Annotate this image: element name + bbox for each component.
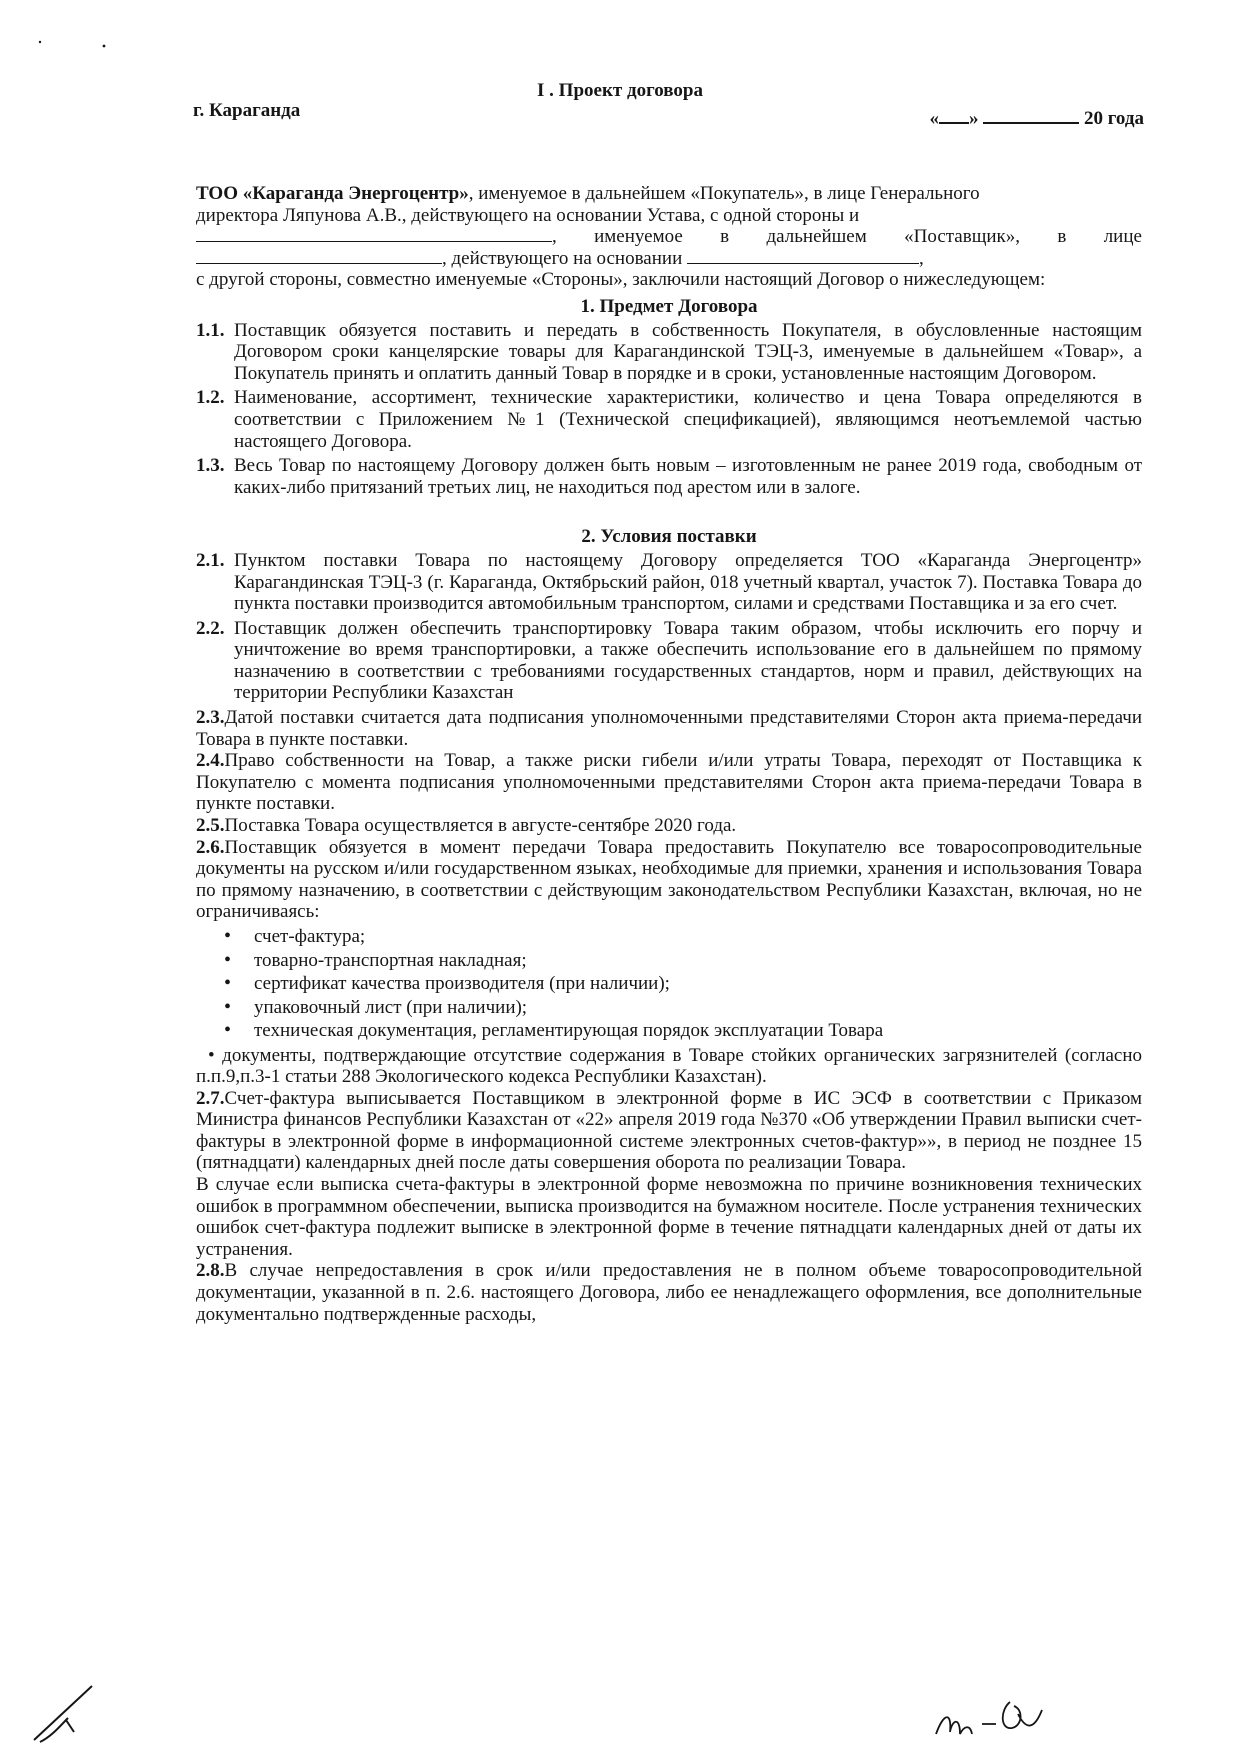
date-year: 20 года — [1084, 108, 1144, 129]
buyer-company: ТОО «Караганда Энергоцентр» — [196, 183, 469, 204]
clause-2-6: 2.6.Поставщик обязуется в момент передачи Товара предоставить Покупателю все товаросопроводительные документы на русском и/или государственном языках, необходимые для приемки, хранения и использования Товара по прямому назначению, в соответствии с действующим законодательством Республики Казахстан, включая, но не ограничиваясь: — [196, 836, 1142, 923]
intro-line-3: , именуемое в дальнейшем «Поставщик», в лице — [196, 226, 1142, 248]
list-item: • сертификат качества производителя (при наличии); — [224, 972, 1142, 996]
clause-1-1: 1.1. Поставщик обязуется поставить и передать в собственность Покупателя, в обусловленные настоящим Договором сроки канцелярские товары для Карагандинской ТЭЦ-3, именуемые в дальнейшем «Товар», а Покупатель принять и оплатить данный Товар в порядке и в сроки, установленные настоящим Договором. — [196, 319, 1142, 384]
month-blank — [983, 107, 1079, 124]
day-blank — [939, 107, 969, 124]
section-1-title: 1. Предмет Договора — [580, 295, 758, 317]
supplier-name-blank — [196, 227, 552, 242]
list-item: • товарно-транспортная накладная; — [224, 949, 1142, 973]
clause-2-7: 2.7.Счет-фактура выписывается Поставщиком в электронной форме в ИС ЭСФ в соответствии с Приказом Министра финансов Республики Казахстан от «22» апреля 2019 года №370 «Об утверждении Правил выписки счет-фактуры в электронной форме в информационной системе электронных счетов-фактур»», в период не позднее 15 (пятнадцати) календарных дней после даты совершения оборота по реализации Товара. — [196, 1087, 1142, 1174]
date-close-quote: » — [969, 108, 979, 129]
list-item: • техническая документация, регламентирующая порядок эксплуатации Товара — [224, 1019, 1142, 1043]
intro-line-2: директора Ляпунова А.В., действующего на основании Устава, с одной стороны и — [196, 204, 860, 226]
clause-1-3: 1.3. Весь Товар по настоящему Договору должен быть новым – изготовленным не ранее 2019 года, свободным от каких-либо притязаний третьих лиц, не находиться под арестом или в залоге. — [196, 455, 1142, 498]
list-item: • упаковочный лист (при наличии); — [224, 996, 1142, 1020]
list-item-pollutants: • документы, подтверждающие отсутствие содержания в Товаре стойких органических загрязнителей (согласно п.п.9,п.3-1 статьи 288 Экологического кодекса Республики Казахстан). — [196, 1044, 1142, 1088]
date-line — [930, 107, 1144, 130]
intro-line-4: , действующего на основании , — [196, 248, 1142, 270]
representative-blank — [196, 249, 442, 264]
intro-line-5: с другой стороны, совместно именуемые «Стороны», заключили настоящий Договор о нижеследующем: — [196, 269, 1046, 291]
document-title: I . Проект договора — [537, 80, 703, 101]
clause-2-1: 2.1. Пунктом поставки Товара по настоящему Договору определяется ТОО «Караганда Энергоцентр» Карагандинская ТЭЦ-3 (г. Караганда, Октябрьский район, 018 учетный квартал, участок 7). Поставка Товара до пункта поставки производится автомобильным транспортом, силами и средствами Поставщика и за его счет. — [196, 549, 1142, 615]
scan-specks — [34, 34, 114, 54]
clause-2-7-paper: В случае если выписка счета-фактуры в электронной форме невозможна по причине возникновения технических ошибок в программном обеспечении, выписка производится на бумажном носителе. После устранения технических ошибок счет-фактура подлежит выписке в электронной форме в течение пятнадцати календарных дней от даты их устранения. — [196, 1174, 1142, 1260]
document-list — [224, 925, 1142, 1043]
city-label: г. Караганда — [193, 100, 301, 121]
clause-1-2: 1.2. Наименование, ассортимент, технические характеристики, количество и цена Товара определяются в соответствии с Приложением №1 (Технической спецификацией), являющимся неотъемлемой частью настоящего Договора. — [196, 387, 1142, 452]
clause-2-8: 2.8.В случае непредоставления в срок и/или предоставления не в полном объеме товаросопроводительной документации, указанной в п. 2.6. настоящего Договора, либо ее ненадлежащего оформления, все дополнительные документально подтвержденные расходы, — [196, 1260, 1142, 1325]
clause-2-2: 2.2. Поставщик должен обеспечить транспортировку Товара таким образом, чтобы исключить его порчу и уничтожение во время транспортировки, а также обеспечить использование его в дальнейшем по прямому назначению в соответствии с требованиями государственных стандартов, норм и правил, действующих на территории Республики Казахстан — [196, 617, 1142, 704]
document-body — [196, 183, 1142, 1325]
section-2-title: 2. Условия поставки — [581, 526, 757, 548]
date-open-quote: « — [929, 108, 940, 129]
clause-2-5: 2.5.Поставка Товара осуществляется в августе-сентябре 2020 года. — [196, 815, 737, 837]
basis-blank — [687, 249, 919, 264]
clause-2-3: 2.3.Датой поставки считается дата подписания уполномоченными представителями Сторон акта приема-передачи Товара в пункте поставки. — [196, 707, 1142, 750]
list-item: • счет-фактура; — [224, 925, 1142, 949]
clause-2-4: 2.4.Право собственности на Товар, а также риски гибели и/или утраты Товара, переходят от Поставщика к Покупателю с момента подписания уполномоченными представителями Сторон акта приема-передачи Товара в пункте поставки. — [196, 750, 1142, 815]
signature-mark — [30, 1680, 110, 1750]
intro-line-1: ТОО «Караганда Энергоцентр», именуемое в дальнейшем «Покупатель», в лице Генерального — [196, 183, 980, 204]
initials-mark — [930, 1690, 1050, 1750]
